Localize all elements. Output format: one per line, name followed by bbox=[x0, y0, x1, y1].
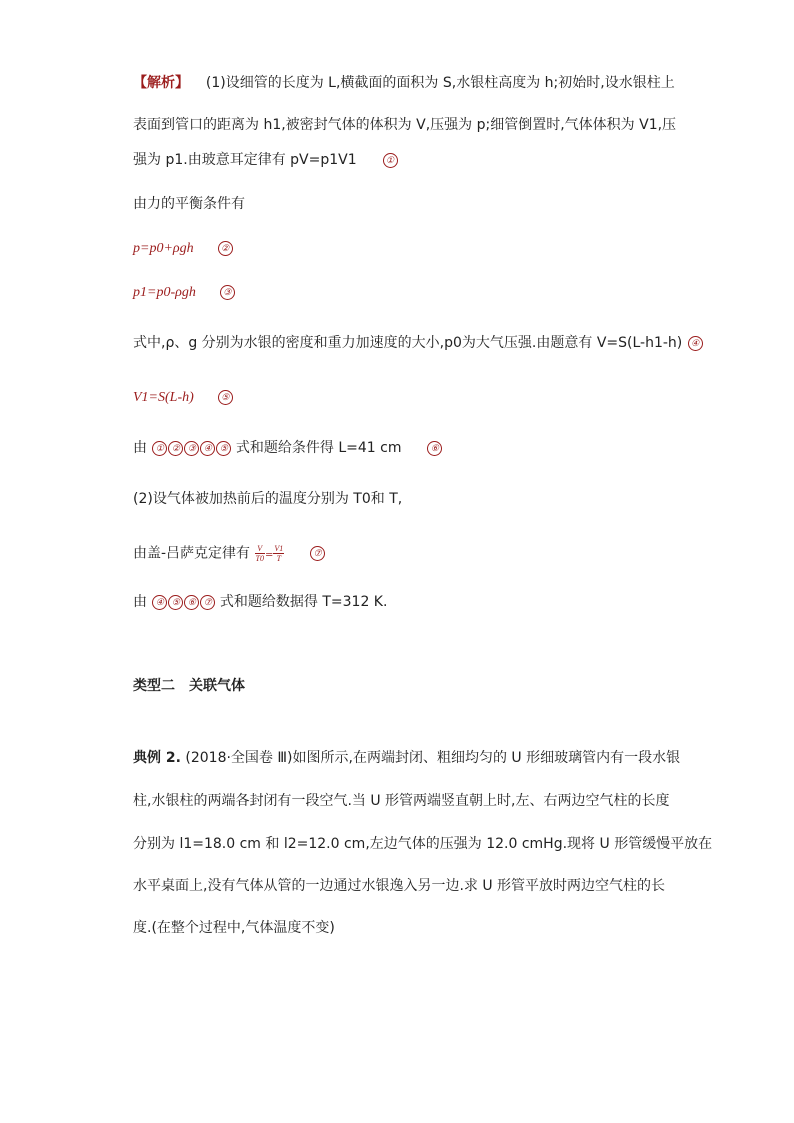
circled-number: ② bbox=[168, 441, 183, 456]
circled-number: ① bbox=[383, 153, 398, 168]
solution-text-9a: 由 bbox=[133, 440, 147, 456]
example-line-5: 度.(在整个过程中,气体温度不变) bbox=[133, 920, 335, 936]
equation-2 bbox=[133, 240, 233, 258]
equation-2-text: p=p0+ρgh bbox=[133, 241, 194, 256]
fraction-left-denominator: T0 bbox=[255, 554, 264, 563]
solution-line-12 bbox=[133, 593, 387, 611]
fraction-right-denominator: T bbox=[276, 554, 282, 563]
circled-number: ③ bbox=[220, 285, 235, 300]
fraction-right bbox=[273, 544, 284, 563]
circled-number: ⑤ bbox=[216, 441, 231, 456]
circled-number: ④ bbox=[200, 441, 215, 456]
example-line-3: 分别为 l1=18.0 cm 和 l2=12.0 cm,左边气体的压强为 12.0 cmHg.现将 U 形管缓慢平放在 bbox=[133, 836, 713, 852]
solution-text-12b: 式和题给数据得 T=312 K. bbox=[219, 594, 388, 610]
solution-line-1 bbox=[133, 74, 675, 92]
solution-line-3 bbox=[133, 151, 398, 169]
solution-text-1: (1)设细管的长度为 L,横截面的面积为 S,水银柱高度为 h;初始时,设水银柱上 bbox=[205, 75, 675, 91]
solution-line-9 bbox=[133, 439, 442, 457]
section-heading: 类型二 关联气体 bbox=[133, 678, 245, 694]
solution-text-9b: 式和题给条件得 L=41 cm bbox=[235, 440, 402, 456]
solution-line-4: 由力的平衡条件有 bbox=[133, 196, 245, 212]
fraction-left-numerator: V bbox=[255, 544, 265, 554]
solution-text-12a: 由 bbox=[133, 594, 147, 610]
equation-3-text: p1=p0-ρgh bbox=[133, 285, 196, 300]
circled-number: ⑦ bbox=[310, 546, 325, 561]
circled-number: ③ bbox=[184, 441, 199, 456]
solution-line-2: 表面到管口的距离为 h1,被密封气体的体积为 V,压强为 p;细管倒置时,气体体积为 V1,压 bbox=[133, 117, 677, 133]
equation-5-text: V1=S(L-h) bbox=[133, 390, 194, 405]
equation-5 bbox=[133, 389, 233, 407]
solution-text-11: 由盖-吕萨克定律有 bbox=[133, 545, 251, 562]
equation-3 bbox=[133, 284, 235, 302]
solution-line-11 bbox=[133, 544, 325, 565]
example-text-1: (2018·全国卷 Ⅲ)如图所示,在两端封闭、粗细均匀的 U 形细玻璃管内有一段水银 bbox=[185, 750, 681, 766]
solution-line-7 bbox=[133, 334, 703, 352]
example-label: 典例 2. bbox=[133, 750, 181, 766]
solution-text-3: 强为 p1.由玻意耳定律有 pV=p1V1 bbox=[133, 152, 357, 168]
example-line-1 bbox=[133, 749, 680, 767]
fraction-left bbox=[255, 544, 265, 563]
circled-number: ⑦ bbox=[200, 595, 215, 610]
fraction-equals: = bbox=[264, 549, 274, 561]
circled-number: ④ bbox=[688, 336, 703, 351]
solution-text-7: 式中,ρ、g 分别为水银的密度和重力加速度的大小,p0为大气压强.由题意有 V=S(L-h1-h) bbox=[133, 335, 683, 351]
solution-tag: 【解析】 bbox=[133, 75, 189, 91]
circled-number: ⑥ bbox=[184, 595, 199, 610]
circled-number: ④ bbox=[152, 595, 167, 610]
fraction-right-numerator: V1 bbox=[274, 544, 284, 553]
circled-number: ⑤ bbox=[168, 595, 183, 610]
circled-number: ⑤ bbox=[218, 390, 233, 405]
solution-line-10: (2)设气体被加热前后的温度分别为 T0和 T, bbox=[133, 491, 403, 507]
circled-number: ② bbox=[218, 241, 233, 256]
circled-number: ⑥ bbox=[427, 441, 442, 456]
example-line-4: 水平桌面上,没有气体从管的一边通过水银逸入另一边.求 U 形管平放时两边空气柱的长 bbox=[133, 878, 666, 894]
circled-number: ① bbox=[152, 441, 167, 456]
example-line-2: 柱,水银柱的两端各封闭有一段空气.当 U 形管两端竖直朝上时,左、右两边空气柱的长度 bbox=[133, 793, 670, 809]
